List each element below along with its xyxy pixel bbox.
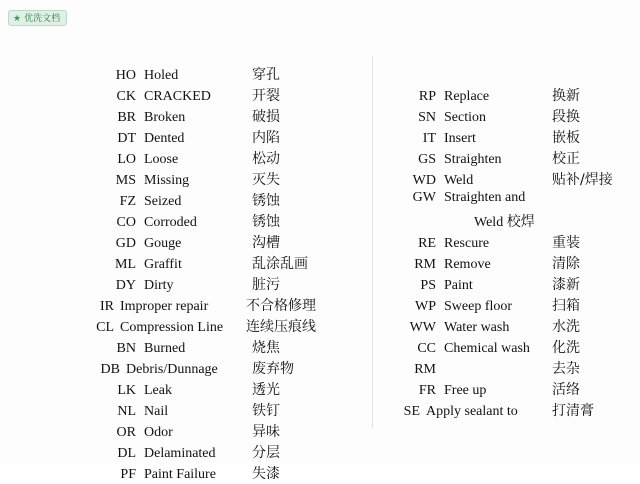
abbreviation-english: Chemical wash <box>444 341 530 356</box>
abbreviation-code: RE <box>418 236 436 251</box>
abbreviation-chinese: 灭失 <box>252 172 280 188</box>
abbreviation-code: CK <box>116 89 136 104</box>
abbreviation-chinese: 化洗 <box>552 340 580 356</box>
abbreviation-code: GS <box>418 152 436 167</box>
abbreviation-row <box>86 316 316 337</box>
abbreviation-chinese: 换新 <box>552 88 580 104</box>
abbreviation-row <box>386 337 626 358</box>
abbreviation-code: RM <box>414 257 436 272</box>
abbreviation-english: Delaminated <box>144 446 216 461</box>
abbreviation-code: PF <box>120 467 136 482</box>
abbreviation-english: Straighten and <box>444 190 526 205</box>
abbreviation-row <box>386 169 626 190</box>
watermark-badge <box>8 10 67 26</box>
abbreviation-chinese: 废弃物 <box>252 361 294 377</box>
abbreviation-english: Improper repair <box>120 299 209 314</box>
abbreviation-chinese: 活络 <box>552 382 580 398</box>
abbreviation-code: DL <box>117 446 136 461</box>
abbreviation-chinese: 段换 <box>552 109 580 125</box>
badge-label: 优洗文档 <box>24 13 61 23</box>
abbreviation-code: BN <box>116 341 136 356</box>
abbreviation-english: Corroded <box>144 215 197 230</box>
abbreviation-english: Seized <box>144 194 182 209</box>
abbreviation-chinese: 锈蚀 <box>252 193 280 209</box>
abbreviation-chinese: 锈蚀 <box>252 214 280 230</box>
abbreviation-english: Free up <box>444 383 487 398</box>
abbreviation-chinese: 校正 <box>552 151 580 167</box>
abbreviation-code: HO <box>115 68 136 83</box>
abbreviation-chinese: 沟槽 <box>252 235 280 251</box>
abbreviation-english: Water wash <box>444 320 510 335</box>
abbreviation-row <box>86 463 316 484</box>
abbreviation-code: LO <box>117 152 136 167</box>
abbreviation-english: Burned <box>144 341 186 356</box>
abbreviation-code: RP <box>418 89 436 104</box>
abbreviation-row <box>386 232 626 253</box>
abbreviation-english: Odor <box>144 425 173 440</box>
abbreviation-english: Nail <box>144 404 169 419</box>
abbreviation-chinese: 嵌板 <box>552 130 580 146</box>
abbreviation-row <box>386 148 626 169</box>
abbreviation-english: Insert <box>444 131 476 146</box>
abbreviation-row <box>86 127 316 148</box>
abbreviation-row <box>86 190 316 211</box>
abbreviation-chinese: 连续压痕线 <box>246 319 316 335</box>
abbreviation-code: FZ <box>119 194 136 209</box>
abbreviation-chinese: 破损 <box>252 109 280 125</box>
abbreviation-code: CL <box>96 320 114 335</box>
abbreviation-row <box>86 148 316 169</box>
abbreviation-chinese: 打清膏 <box>552 403 594 419</box>
abbreviation-chinese: 不合格修理 <box>246 298 316 314</box>
abbreviation-code: GW <box>412 190 436 205</box>
left-column <box>86 64 316 484</box>
abbreviation-row <box>386 400 626 421</box>
abbreviation-english: Sweep floor <box>444 299 513 314</box>
abbreviation-chinese: 失漆 <box>252 466 280 482</box>
abbreviation-row <box>386 127 626 148</box>
abbreviation-english: Gouge <box>144 236 182 251</box>
abbreviation-code: DB <box>100 362 120 377</box>
abbreviation-row <box>386 211 626 232</box>
abbreviation-row <box>86 442 316 463</box>
abbreviation-row <box>386 85 626 106</box>
abbreviation-english: Weld <box>444 173 474 188</box>
abbreviation-row <box>86 64 316 85</box>
abbreviation-row <box>86 253 316 274</box>
abbreviation-chinese: 漆新 <box>552 277 580 293</box>
abbreviation-chinese: 透光 <box>252 382 280 398</box>
abbreviation-row <box>86 169 316 190</box>
abbreviation-code: WW <box>409 320 436 335</box>
abbreviation-english: Loose <box>144 152 179 167</box>
abbreviation-english: Holed <box>144 68 179 83</box>
abbreviation-row <box>86 358 316 379</box>
right-column <box>386 64 626 421</box>
abbreviation-row <box>386 316 626 337</box>
abbreviation-chinese: 烧焦 <box>252 340 280 356</box>
abbreviation-chinese: 分层 <box>252 445 280 461</box>
abbreviation-chinese: 贴补/焊接 <box>552 172 613 188</box>
abbreviation-row <box>86 274 316 295</box>
abbreviation-english: Weld 校焊 <box>474 215 535 230</box>
abbreviation-code: IT <box>422 131 436 146</box>
abbreviation-row <box>86 106 316 127</box>
abbreviation-code: WP <box>415 299 436 314</box>
abbreviation-english: Paint <box>444 278 473 293</box>
abbreviation-code: PS <box>420 278 436 293</box>
abbreviation-row <box>86 400 316 421</box>
abbreviation-chinese: 去杂 <box>552 361 580 377</box>
abbreviation-code: OR <box>116 425 136 440</box>
abbreviation-row <box>386 190 626 211</box>
abbreviation-english: Apply sealant to <box>426 404 518 419</box>
abbreviation-row <box>86 337 316 358</box>
abbreviation-row <box>86 85 316 106</box>
abbreviation-code: DT <box>117 131 136 146</box>
abbreviation-row <box>386 106 626 127</box>
abbreviation-code: LK <box>117 383 136 398</box>
abbreviation-code: NL <box>117 404 136 419</box>
abbreviation-english: Rescure <box>444 236 490 251</box>
abbreviation-code: GD <box>115 236 136 251</box>
abbreviation-row <box>86 211 316 232</box>
abbreviation-chinese: 内陷 <box>252 130 280 146</box>
abbreviation-english: Dented <box>144 131 185 146</box>
abbreviation-chinese: 重装 <box>552 235 580 251</box>
abbreviation-english: Leak <box>144 383 172 398</box>
abbreviation-chinese: 穿孔 <box>252 67 280 83</box>
abbreviation-code: CO <box>116 215 136 230</box>
abbreviation-row <box>86 379 316 400</box>
abbreviation-chinese: 脏污 <box>252 277 280 293</box>
abbreviation-row <box>86 295 316 316</box>
abbreviation-english: Compression Line <box>120 320 224 335</box>
abbreviation-english: Section <box>444 110 486 125</box>
abbreviation-chinese: 异味 <box>252 424 280 440</box>
abbreviation-english: Broken <box>144 110 186 125</box>
abbreviation-english: Paint Failure <box>144 467 216 482</box>
abbreviation-code: RM <box>414 362 436 377</box>
column-divider <box>372 56 373 428</box>
abbreviation-english: Debris/Dunnage <box>126 362 218 377</box>
abbreviation-chinese: 开裂 <box>252 88 280 104</box>
abbreviation-chinese: 水洗 <box>552 319 580 335</box>
abbreviation-row <box>386 253 626 274</box>
abbreviation-english: CRACKED <box>144 89 211 104</box>
abbreviation-code: FR <box>418 383 436 398</box>
abbreviation-code: CC <box>417 341 436 356</box>
star-icon: ★ <box>13 12 22 23</box>
abbreviation-english: Missing <box>144 173 190 188</box>
abbreviation-chinese: 铁钉 <box>252 403 280 419</box>
abbreviation-english: Dirty <box>144 278 174 293</box>
abbreviation-chinese: 乱涂乱画 <box>252 256 308 272</box>
abbreviation-chinese: 松动 <box>252 151 280 167</box>
abbreviation-row <box>86 232 316 253</box>
abbreviation-code: ML <box>115 257 136 272</box>
abbreviation-code: MS <box>115 173 136 188</box>
abbreviation-code: BR <box>117 110 136 125</box>
abbreviation-english: Remove <box>444 257 491 272</box>
abbreviation-row <box>86 421 316 442</box>
abbreviation-code: SE <box>403 404 420 419</box>
abbreviation-code: IR <box>100 299 114 314</box>
abbreviation-code: SN <box>418 110 436 125</box>
abbreviation-chinese: 清除 <box>552 256 580 272</box>
abbreviation-code: WD <box>412 173 436 188</box>
abbreviation-code: DY <box>115 278 136 293</box>
abbreviation-english: Replace <box>444 89 490 104</box>
abbreviation-english: Straighten <box>444 152 502 167</box>
abbreviation-chinese: 扫箱 <box>552 298 580 314</box>
abbreviation-row <box>386 358 626 379</box>
abbreviation-row <box>386 379 626 400</box>
abbreviation-row <box>386 64 626 85</box>
abbreviation-row <box>386 295 626 316</box>
abbreviation-row <box>386 274 626 295</box>
abbreviation-english: Graffit <box>144 257 182 272</box>
